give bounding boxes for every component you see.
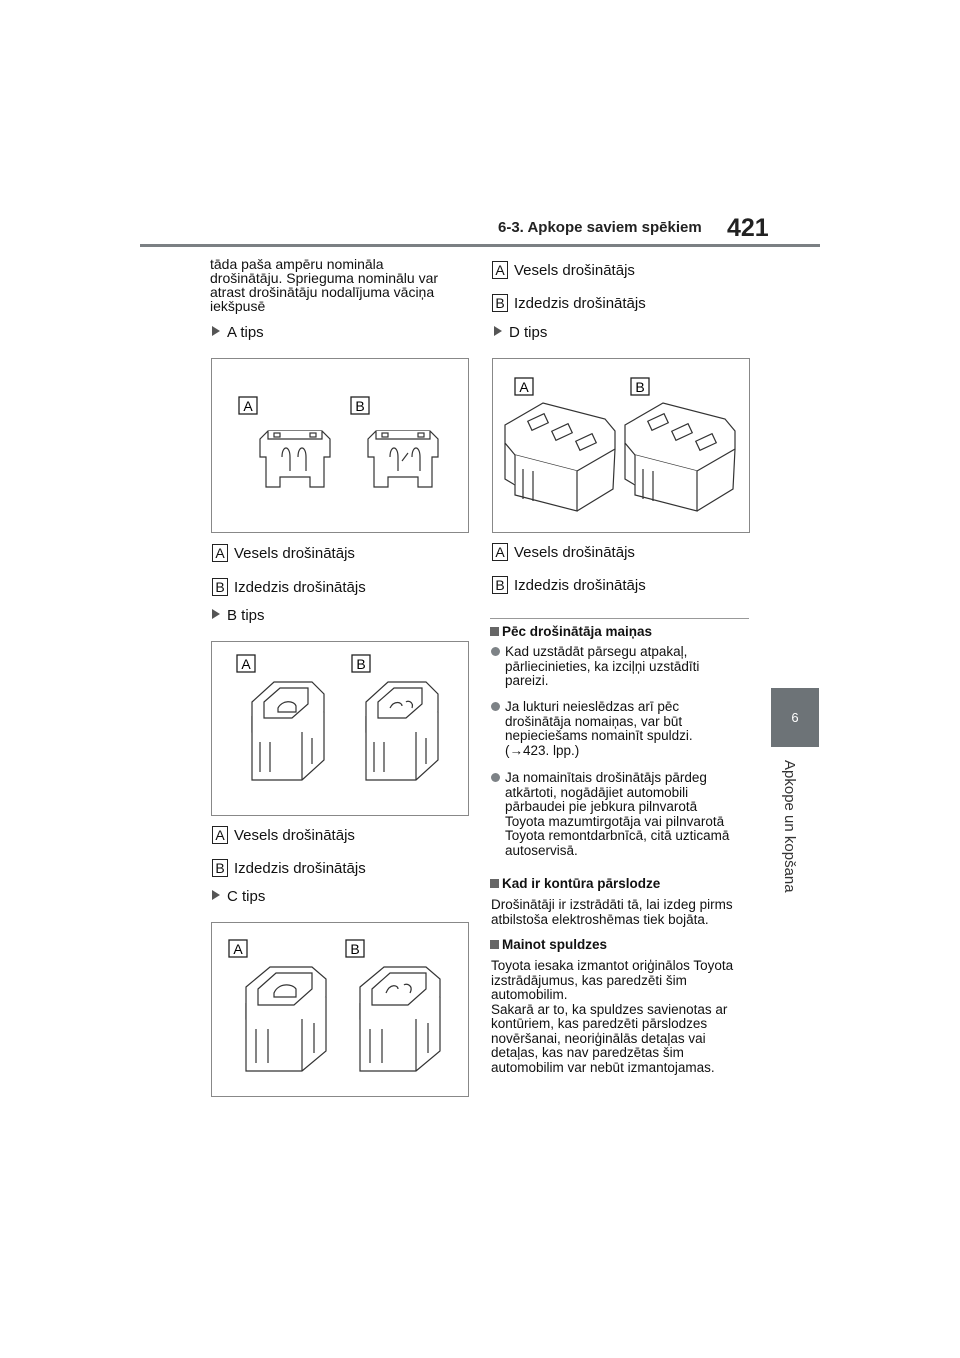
overload-heading: Kad ir kontūra pārslodze xyxy=(490,876,660,891)
after-replace-heading: Pēc drošinātāja maiņas xyxy=(490,624,652,639)
label-b: B xyxy=(355,398,365,414)
svg-text:B: B xyxy=(635,379,645,395)
type-d-heading: D tips xyxy=(494,324,547,341)
intro-line: drošinātāju. Sprieguma nominālu var xyxy=(210,270,439,286)
fuse-a-graphic xyxy=(260,431,330,487)
triangle-bullet-icon xyxy=(212,890,220,900)
fuse-a-graphic xyxy=(246,967,326,1071)
overload-text: Drošinātāji ir izstrādāti tā, lai izdeg pirms atbilstoša elektroshēmas tiek bojāta. xyxy=(491,897,733,927)
intro-line: tāda paša ampēru nominālа xyxy=(210,256,384,272)
bullet-dot-icon xyxy=(491,702,500,711)
fuse-b-graphic xyxy=(366,682,438,780)
svg-text:B: B xyxy=(350,941,360,957)
legend-b: B Izdedzis drošinātājs xyxy=(492,575,646,595)
intro-paragraph xyxy=(210,257,438,313)
legend-a: A Vesels drošinātājs xyxy=(492,260,635,280)
legend-a: A Vesels drošinātājs xyxy=(212,543,355,563)
bullet-item: Kad uzstādāt pārsegu atpakaļ, pārliecinieties, ka izciļņi uzstādīti pareizi. xyxy=(505,645,765,689)
triangle-bullet-icon xyxy=(212,326,220,336)
section-title: 6-3. Apkope saviem spēkiem xyxy=(498,219,702,236)
bulbs-text: Toyota iesaka izmantot oriģinālos Toyota izstrādājumus, kas paredzēti šim automobilim. Sakarā ar to, ka spuldzes savienotas ar kontūriem, kas paredzēti pārslodzes novēršanai, neoriģinālās detaļas vai detaļas, kas nav paredzētas šim automobilim var nebūt izmantojamas. xyxy=(491,958,734,1075)
page-reference-link[interactable]: (→423. lpp.) xyxy=(505,742,580,758)
chapter-tab xyxy=(771,688,819,747)
type-b-figure xyxy=(211,641,469,816)
bullet-dot-icon xyxy=(491,647,500,656)
type-a-figure xyxy=(211,358,469,533)
fuse-b-graphic xyxy=(360,967,440,1071)
legend-b: B Izdedzis drošinātājs xyxy=(492,293,646,313)
chapter-number: 6 xyxy=(791,710,799,725)
svg-text:A: A xyxy=(241,656,251,672)
square-bullet-icon xyxy=(490,627,499,636)
intro-line: atrast drošinātāju nodalījuma vāciņa xyxy=(210,284,435,300)
intro-line: iekšpusē xyxy=(210,298,266,314)
fuse-b-graphic xyxy=(368,431,438,487)
legend-a: A Vesels drošinātājs xyxy=(212,825,355,845)
bulbs-heading: Mainot spuldzes xyxy=(490,937,607,952)
fuse-a-graphic xyxy=(505,403,615,511)
type-c-heading: C tips xyxy=(212,888,265,905)
legend-a: A Vesels drošinātājs xyxy=(492,542,635,562)
square-bullet-icon xyxy=(490,940,499,949)
triangle-bullet-icon xyxy=(212,609,220,619)
type-b-heading: B tips xyxy=(212,607,265,624)
fuse-a-graphic xyxy=(252,682,324,780)
triangle-bullet-icon xyxy=(494,326,502,336)
svg-text:B: B xyxy=(356,656,366,672)
label-a: A xyxy=(243,398,253,414)
fuse-b-graphic xyxy=(625,403,735,511)
svg-text:A: A xyxy=(233,941,243,957)
legend-b: B Izdedzis drošinātājs xyxy=(212,858,366,878)
type-d-figure xyxy=(492,358,750,533)
section-divider xyxy=(490,618,749,619)
square-bullet-icon xyxy=(490,879,499,888)
svg-text:A: A xyxy=(519,379,529,395)
legend-b: B Izdedzis drošinātājs xyxy=(212,577,366,597)
type-a-heading: A tips xyxy=(212,324,264,341)
bullet-dot-icon xyxy=(491,773,500,782)
chapter-label: Apkope un kopšana xyxy=(781,760,798,893)
header-divider xyxy=(140,244,820,247)
bullet-item: Ja nomainītais drošinātājs pārdeg atkārtoti, nogādājiet automobili pārbaudei pie jebkura pilnvarotā Toyota mazumtirgotāja vai pilnvarotā Toyota remontdarbnīcā, citā uzticamā autoservisā. xyxy=(505,771,765,858)
page-number: 421 xyxy=(727,214,769,242)
type-c-figure xyxy=(211,922,469,1097)
bullet-item: Ja lukturi neieslēdzas arī pēc drošinātāja nomaiņas, var būt nepieciešams nomainīt spuldzi. (→423. lpp.) xyxy=(505,700,765,758)
